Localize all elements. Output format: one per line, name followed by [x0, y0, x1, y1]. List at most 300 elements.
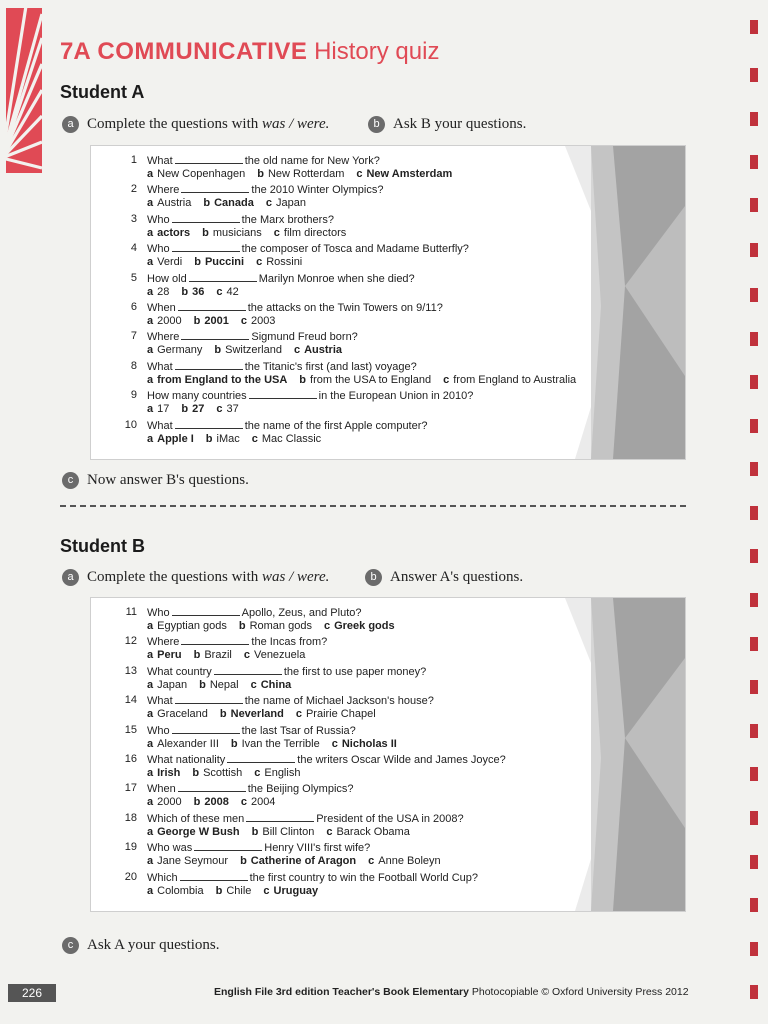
question-end: in the European Union in 2010? — [318, 390, 474, 403]
answer-option — [324, 620, 395, 632]
answer-option — [216, 403, 238, 415]
question-text — [147, 724, 356, 737]
option-letter: a — [147, 737, 154, 750]
answer-options — [147, 197, 318, 209]
answer-blank — [194, 841, 262, 851]
option-letter: a — [147, 373, 154, 386]
answer-option — [254, 767, 300, 779]
answer-blank — [172, 213, 240, 223]
option-letter: a — [147, 678, 154, 691]
question-number: 6 — [130, 301, 137, 313]
answer-option — [239, 620, 312, 632]
question-start: What country — [147, 665, 212, 678]
question-text — [147, 242, 469, 255]
answer-option — [368, 855, 441, 867]
answer-option — [214, 344, 282, 356]
title-strong: COMMUNICATIVE — [97, 38, 308, 65]
option-text: Japan — [157, 678, 188, 691]
option-text: 17 — [157, 403, 170, 416]
option-text: Mac Classic — [261, 432, 322, 445]
option-text: China — [260, 678, 292, 691]
option-letter: c — [254, 767, 261, 779]
answer-option — [256, 256, 302, 268]
answer-blank — [175, 360, 243, 370]
question-start: What — [147, 419, 173, 432]
question-start: Where — [147, 331, 180, 344]
answer-option — [240, 855, 356, 867]
option-text: Peru — [157, 649, 182, 662]
answer-option — [147, 855, 228, 867]
option-letter: b — [193, 315, 201, 327]
option-letter: c — [263, 884, 270, 897]
option-text: Chile — [226, 884, 252, 897]
answer-option — [192, 767, 242, 779]
cut-line — [60, 505, 686, 507]
question-number: 11 — [125, 606, 137, 618]
answer-option — [203, 197, 253, 209]
page-title — [60, 38, 439, 66]
question-end: the name of Michael Jackson's house? — [244, 695, 434, 708]
answer-option — [252, 826, 315, 838]
option-text: Venezuela — [253, 649, 306, 662]
question-start: What nationality — [147, 754, 226, 766]
option-letter: a — [147, 256, 154, 269]
answer-options — [147, 679, 303, 691]
question-text — [147, 782, 354, 795]
option-text: Barack Obama — [336, 825, 410, 838]
option-text: 28 — [157, 285, 170, 298]
option-letter: c — [216, 403, 223, 416]
question-end: Apollo, Zeus, and Pluto? — [241, 607, 362, 619]
instruction-text: Ask A your questions. — [87, 937, 220, 953]
question-text — [147, 301, 443, 314]
answer-blank — [175, 694, 243, 704]
option-letter: b — [299, 373, 307, 386]
step-badge-a: a — [62, 116, 79, 133]
answer-option — [241, 796, 276, 808]
footer-credit — [214, 986, 689, 998]
question-end: the Beijing Olympics? — [247, 783, 354, 796]
question-end: the Marx brothers? — [241, 213, 334, 226]
question-number: 17 — [124, 782, 137, 795]
option-letter: a — [147, 226, 154, 239]
footer-copyright: Photocopiable © Oxford University Press 2012 — [471, 986, 689, 998]
question-start: When — [147, 783, 176, 796]
answer-option — [252, 433, 321, 445]
option-text: Switzerland — [225, 344, 282, 357]
question-end: Marilyn Monroe when she died? — [258, 272, 415, 285]
option-text: Nepal — [209, 678, 239, 691]
question-text — [147, 812, 464, 825]
answer-option — [299, 374, 431, 386]
option-text: Scottish — [203, 767, 243, 779]
question-text — [147, 154, 380, 167]
instruction-text: Complete the questions with — [87, 116, 259, 132]
answer-options — [147, 315, 287, 327]
option-letter: c — [293, 344, 301, 357]
step-badge-b: b — [365, 569, 382, 586]
answer-blank — [172, 724, 240, 734]
option-letter: a — [147, 767, 154, 779]
instruction-text: Complete the questions with — [87, 569, 259, 585]
student-a-instruction-b — [368, 116, 526, 133]
option-letter: c — [368, 855, 375, 868]
question-text — [147, 360, 417, 373]
option-letter: a — [147, 649, 154, 662]
answer-option — [147, 286, 169, 298]
answer-options — [147, 885, 330, 897]
option-text: 2000 — [157, 315, 182, 327]
question-end: the 2010 Winter Olympics? — [251, 184, 384, 197]
answer-blank — [175, 419, 243, 429]
option-text: 2008 — [204, 796, 229, 809]
answer-option — [332, 738, 397, 750]
question-number: 20 — [124, 870, 137, 883]
option-text: Canada — [214, 197, 254, 210]
option-text: Egyptian gods — [157, 620, 227, 632]
answer-option — [356, 168, 452, 180]
answer-option — [194, 649, 232, 661]
student-b-heading: Student B — [60, 536, 145, 556]
question-start: Which — [147, 871, 178, 884]
option-letter: c — [265, 197, 272, 210]
title-code: 7A — [60, 38, 91, 65]
instruction-emphasis: was / were. — [261, 116, 330, 132]
option-letter: a — [147, 855, 154, 868]
option-text: Prairie Chapel — [305, 708, 376, 721]
option-letter: b — [230, 737, 238, 750]
answer-option — [326, 826, 410, 838]
answer-option — [220, 708, 284, 720]
option-text: Catherine of Aragon — [250, 855, 357, 868]
answer-options — [147, 767, 312, 779]
option-text: actors — [157, 226, 191, 239]
answer-options — [147, 855, 453, 867]
option-text: musicians — [212, 226, 262, 239]
option-letter: b — [251, 825, 259, 838]
option-letter: b — [202, 226, 209, 239]
option-letter: b — [205, 432, 213, 445]
answer-option — [181, 403, 204, 415]
option-letter: a — [147, 285, 154, 298]
question-end: the attacks on the Twin Towers on 9/11? — [247, 302, 443, 314]
option-text: 42 — [226, 285, 239, 298]
decorative-panel — [565, 598, 685, 911]
question-number: 13 — [124, 664, 137, 677]
option-letter: c — [216, 285, 223, 298]
answer-option — [147, 374, 287, 386]
answer-option — [147, 826, 240, 838]
answer-option — [266, 197, 306, 209]
answer-option — [199, 679, 238, 691]
option-text: Neverland — [230, 708, 284, 721]
answer-option — [206, 433, 240, 445]
option-letter: b — [203, 197, 211, 210]
option-letter: c — [356, 168, 363, 180]
answer-option — [147, 767, 180, 779]
question-start: What — [147, 695, 173, 708]
option-text: 2001 — [204, 315, 229, 327]
option-letter: a — [147, 197, 154, 210]
question-start: Who — [147, 213, 170, 226]
question-start: Where — [147, 636, 180, 649]
option-text: Ivan the Terrible — [241, 737, 320, 750]
answer-option — [181, 286, 204, 298]
question-end: Henry VIII's first wife? — [264, 842, 371, 855]
answer-blank — [227, 753, 295, 763]
answer-options — [147, 433, 333, 445]
question-text — [147, 419, 428, 432]
option-text: Uruguay — [273, 884, 319, 897]
option-text: Colombia — [157, 884, 204, 897]
question-end: the Incas from? — [251, 636, 328, 649]
student-b-instruction-b — [365, 569, 523, 586]
question-number: 9 — [130, 389, 137, 402]
question-end: the name of the first Apple computer? — [244, 419, 428, 432]
question-text — [147, 871, 478, 884]
option-text: from England to the USA — [157, 373, 288, 386]
instruction-text: Ask B your questions. — [393, 116, 527, 132]
question-end: Sigmund Freud born? — [251, 331, 358, 344]
student-b-instruction-a — [62, 569, 329, 586]
option-letter: a — [147, 884, 154, 897]
question-end: the last Tsar of Russia? — [241, 724, 356, 737]
question-text — [147, 272, 415, 285]
option-letter: c — [326, 825, 333, 838]
answer-blank — [180, 871, 248, 881]
answer-option — [147, 168, 245, 180]
binding-edge-marks — [742, 15, 764, 1015]
option-text: Anne Boleyn — [378, 855, 441, 868]
student-b-question-box — [90, 597, 686, 912]
answer-option — [147, 197, 191, 209]
answer-option — [147, 885, 204, 897]
option-letter: c — [295, 708, 302, 721]
option-letter: a — [147, 620, 154, 632]
answer-option — [147, 344, 202, 356]
option-letter: a — [147, 168, 154, 180]
student-a-instruction-c — [62, 472, 249, 489]
answer-blank — [249, 389, 317, 399]
option-text: film directors — [283, 226, 347, 239]
option-text: New Rotterdam — [267, 168, 345, 180]
option-text: George W Bush — [157, 825, 240, 838]
option-text: Puccini — [204, 256, 245, 269]
decorative-panel — [565, 146, 685, 459]
question-text — [147, 389, 473, 402]
option-letter: b — [214, 344, 222, 357]
answer-blank — [172, 606, 240, 616]
answer-option — [147, 403, 169, 415]
question-start: What — [147, 155, 173, 167]
option-text: Verdi — [157, 256, 183, 269]
page-number: 226 — [8, 984, 56, 1002]
option-text: 36 — [192, 285, 205, 298]
answer-option — [147, 620, 227, 632]
answer-options — [147, 796, 287, 808]
question-start: Who — [147, 607, 170, 619]
answer-option — [147, 227, 190, 239]
option-text: 2004 — [250, 796, 276, 809]
option-text: Bill Clinton — [262, 825, 315, 838]
option-text: Jane Seymour — [157, 855, 229, 868]
question-end: the writers Oscar Wilde and James Joyce? — [297, 754, 506, 766]
answer-option — [147, 679, 187, 691]
answer-option — [147, 738, 219, 750]
question-start: How old — [147, 272, 187, 285]
question-number: 18 — [124, 811, 137, 824]
question-end: the old name for New York? — [244, 155, 380, 167]
instruction-text: Now answer B's questions. — [87, 472, 249, 488]
option-letter: b — [194, 256, 201, 269]
answer-option — [294, 344, 342, 356]
answer-options — [147, 227, 358, 239]
option-text: 2003 — [250, 315, 276, 327]
option-letter: b — [181, 403, 189, 416]
option-letter: c — [443, 373, 450, 386]
option-letter: b — [257, 168, 264, 180]
answer-options — [147, 738, 409, 750]
footer-book-title: English File 3rd edition Teacher's Book Elementary — [214, 986, 469, 998]
answer-option — [241, 315, 276, 327]
answer-blank — [175, 154, 243, 164]
option-letter: b — [199, 678, 206, 691]
option-letter: c — [250, 678, 257, 691]
sunburst-decoration — [6, 8, 42, 173]
question-end: President of the USA in 2008? — [316, 812, 464, 825]
option-letter: c — [273, 226, 280, 239]
option-letter: b — [240, 855, 247, 868]
option-letter: b — [219, 708, 227, 721]
option-text: from the USA to England — [310, 373, 432, 386]
option-letter: b — [238, 620, 246, 632]
option-letter: b — [193, 649, 201, 662]
option-letter: a — [147, 344, 154, 357]
option-letter: b — [215, 884, 223, 897]
student-a-instruction-a — [62, 116, 329, 133]
option-text: Greek gods — [334, 620, 395, 632]
option-letter: c — [240, 796, 247, 809]
question-start: Where — [147, 184, 180, 197]
question-end: the first country to win the Football World Cup? — [249, 871, 479, 884]
option-letter: b — [193, 796, 201, 809]
option-text: Alexander III — [157, 737, 219, 750]
answer-blank — [246, 812, 314, 822]
step-badge-a: a — [62, 569, 79, 586]
question-start: Which of these men — [147, 812, 245, 825]
instruction-text: Answer A's questions. — [390, 569, 524, 585]
question-end: the composer of Tosca and Madame Butterfly? — [241, 243, 469, 256]
answer-option — [251, 679, 292, 691]
answer-option — [257, 168, 344, 180]
question-number: 8 — [130, 359, 137, 372]
option-letter: c — [331, 737, 338, 750]
instruction-emphasis: was / were. — [261, 569, 330, 585]
option-text: Austria — [304, 344, 342, 357]
answer-blank — [189, 272, 257, 282]
answer-blank — [172, 242, 240, 252]
question-number: 16 — [124, 753, 137, 765]
option-letter: c — [256, 256, 263, 269]
option-text: Brazil — [204, 649, 232, 662]
option-text: Japan — [275, 197, 306, 210]
question-text — [147, 753, 506, 766]
question-number: 2 — [130, 183, 137, 196]
question-text — [147, 841, 370, 854]
question-number: 10 — [124, 418, 137, 431]
answer-blank — [181, 330, 249, 340]
answer-blank — [181, 635, 249, 645]
answer-option — [194, 315, 229, 327]
step-badge-b: b — [368, 116, 385, 133]
step-badge-c: c — [62, 937, 79, 954]
answer-option — [194, 796, 229, 808]
option-letter: a — [147, 432, 154, 445]
answer-option — [147, 315, 182, 327]
option-text: 37 — [226, 403, 239, 416]
answer-option — [296, 708, 376, 720]
question-text — [147, 635, 327, 648]
question-number: 14 — [124, 694, 137, 707]
answer-options — [147, 403, 251, 415]
answer-option — [147, 433, 194, 445]
answer-options — [147, 168, 464, 180]
answer-options — [147, 826, 422, 838]
question-number: 4 — [130, 242, 137, 255]
question-start: What — [147, 360, 173, 373]
question-text — [147, 606, 361, 619]
step-badge-c: c — [62, 472, 79, 489]
answer-options — [147, 649, 317, 661]
option-text: New Amsterdam — [366, 168, 453, 180]
answer-option — [216, 885, 252, 897]
question-number: 5 — [130, 271, 137, 284]
option-letter: c — [243, 649, 250, 662]
option-text: Rossini — [266, 256, 303, 269]
question-start: How many countries — [147, 390, 247, 403]
answer-blank — [214, 665, 282, 675]
question-end: the first to use paper money? — [283, 665, 427, 678]
question-text — [147, 330, 358, 343]
option-letter: a — [147, 315, 154, 327]
answer-options — [147, 620, 407, 632]
option-text: 27 — [192, 403, 205, 416]
answer-option — [147, 649, 182, 661]
answer-options — [147, 374, 588, 386]
option-text: Roman gods — [249, 620, 312, 632]
option-text: iMac — [216, 432, 240, 445]
answer-option — [202, 227, 262, 239]
student-b-instruction-c — [62, 937, 220, 954]
option-text: Graceland — [157, 708, 208, 721]
option-text: Austria — [157, 197, 192, 210]
option-letter: a — [147, 825, 154, 838]
option-text: Nicholas II — [341, 737, 397, 750]
question-start: Who was — [147, 842, 193, 855]
option-text: New Copenhagen — [157, 168, 246, 180]
option-text: from England to Australia — [453, 373, 577, 386]
option-letter: b — [181, 285, 189, 298]
question-end: the Titanic's first (and last) voyage? — [244, 360, 417, 373]
option-text: English — [264, 767, 301, 779]
question-number: 15 — [124, 723, 137, 736]
option-letter: a — [147, 403, 154, 416]
answer-option — [147, 256, 182, 268]
answer-options — [147, 708, 388, 720]
option-text: Apple I — [157, 432, 194, 445]
option-letter: b — [192, 767, 200, 779]
question-text — [147, 694, 434, 707]
